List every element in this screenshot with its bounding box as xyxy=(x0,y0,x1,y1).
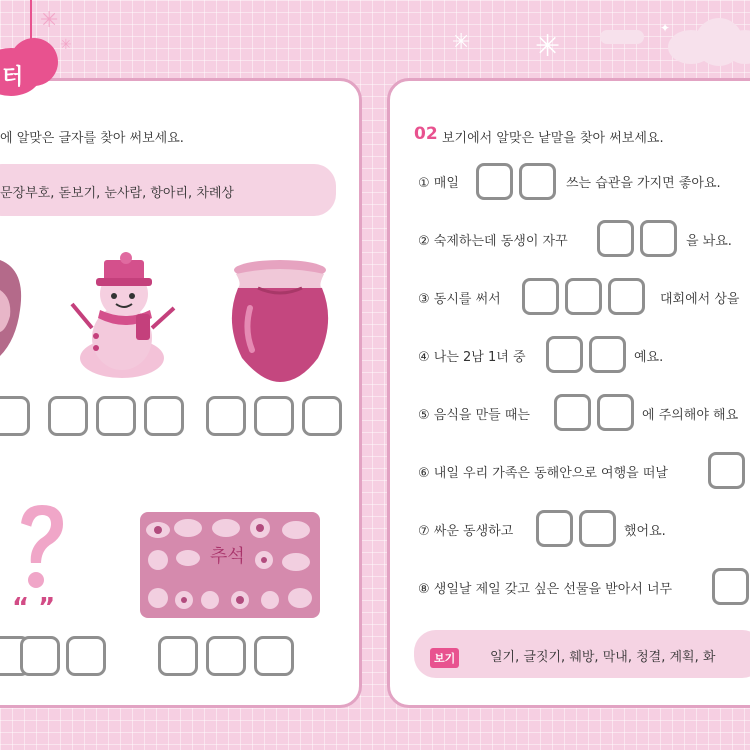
sentence-7-start: ⑦ 싸운 동생하고 xyxy=(418,524,514,539)
answer-box[interactable] xyxy=(554,394,591,431)
section-badge-label: 터 xyxy=(2,65,24,90)
answer-box[interactable] xyxy=(708,452,745,489)
sentence-5-end: 에 주의해야 해요 xyxy=(642,408,739,423)
bogi-words: 일기, 글짓기, 훼방, 막내, 청결, 계획, 화 xyxy=(490,650,716,665)
answer-box[interactable] xyxy=(254,636,294,676)
sentence-3-end: 대회에서 상을 xyxy=(660,292,740,307)
sparkle-icon: ✳ xyxy=(535,29,561,64)
sentence-6-start: ⑥ 내일 우리 가족은 동해안으로 여행을 떠날 xyxy=(418,466,668,481)
answer-box[interactable] xyxy=(519,163,556,200)
word-bank-text: 문장부호, 돋보기, 눈사람, 항아리, 차례상 xyxy=(0,186,234,201)
answer-box[interactable] xyxy=(206,396,246,436)
sentence-3-start: ③ 동시를 써서 xyxy=(418,292,501,307)
cloud-decoration xyxy=(600,30,644,44)
question-number: 02 xyxy=(414,124,438,144)
sparkle-icon: ✳ xyxy=(452,30,471,55)
answer-box[interactable] xyxy=(546,336,583,373)
badge-string xyxy=(30,0,32,40)
answer-box[interactable] xyxy=(48,396,88,436)
chuseok-label: 추석 xyxy=(210,546,245,567)
sentence-7-end: 했어요. xyxy=(624,524,666,539)
right-instruction: 보기에서 알맞은 낱말을 찾아 써보세요. xyxy=(442,131,664,146)
earthenware-jar-image xyxy=(222,258,338,382)
answer-box[interactable] xyxy=(589,336,626,373)
sentence-5-start: ⑤ 음식을 만들 때는 xyxy=(418,408,530,423)
answer-box[interactable] xyxy=(640,220,677,257)
answer-box[interactable] xyxy=(254,396,294,436)
bogi-label: 보기 xyxy=(430,648,459,668)
sentence-1-end: 쓰는 습관을 가지면 좋아요. xyxy=(566,176,721,191)
answer-box[interactable] xyxy=(206,636,246,676)
answer-box[interactable] xyxy=(522,278,559,315)
answer-box[interactable] xyxy=(158,636,198,676)
sparkle-icon: ✦ xyxy=(660,21,671,35)
answer-box[interactable] xyxy=(536,510,573,547)
sentence-4-start: ④ 나는 2남 1녀 중 xyxy=(418,350,526,365)
sentence-1-start: ① 매일 xyxy=(418,176,459,191)
answer-box[interactable] xyxy=(597,220,634,257)
sparkle-icon: ✳ xyxy=(60,37,72,53)
question-mark-image xyxy=(6,500,76,620)
answer-box[interactable] xyxy=(476,163,513,200)
answer-box[interactable] xyxy=(0,396,30,436)
answer-box[interactable] xyxy=(579,510,616,547)
sentence-8-start: ⑧ 생일날 제일 갖고 싶은 선물을 받아서 너무 xyxy=(418,582,673,597)
cartoon-face-image xyxy=(0,250,26,360)
svg-text:“ ”: “ ” xyxy=(12,593,56,620)
sentence-2-start: ② 숙제하는데 동생이 자꾸 xyxy=(418,234,568,249)
left-instruction: 에 알맞은 글자를 찾아 써보세요. xyxy=(0,131,184,146)
sparkle-icon: ✳ xyxy=(40,8,59,33)
sentence-2-end: 을 놔요. xyxy=(686,234,732,249)
answer-box[interactable] xyxy=(144,396,184,436)
answer-box[interactable] xyxy=(66,636,106,676)
answer-box[interactable] xyxy=(20,636,60,676)
answer-box[interactable] xyxy=(712,568,749,605)
sentence-4-end: 예요. xyxy=(634,350,664,365)
answer-box[interactable] xyxy=(302,396,342,436)
answer-box[interactable] xyxy=(565,278,602,315)
answer-box[interactable] xyxy=(597,394,634,431)
snowman-image xyxy=(66,248,184,380)
answer-box[interactable] xyxy=(96,396,136,436)
answer-box[interactable] xyxy=(608,278,645,315)
